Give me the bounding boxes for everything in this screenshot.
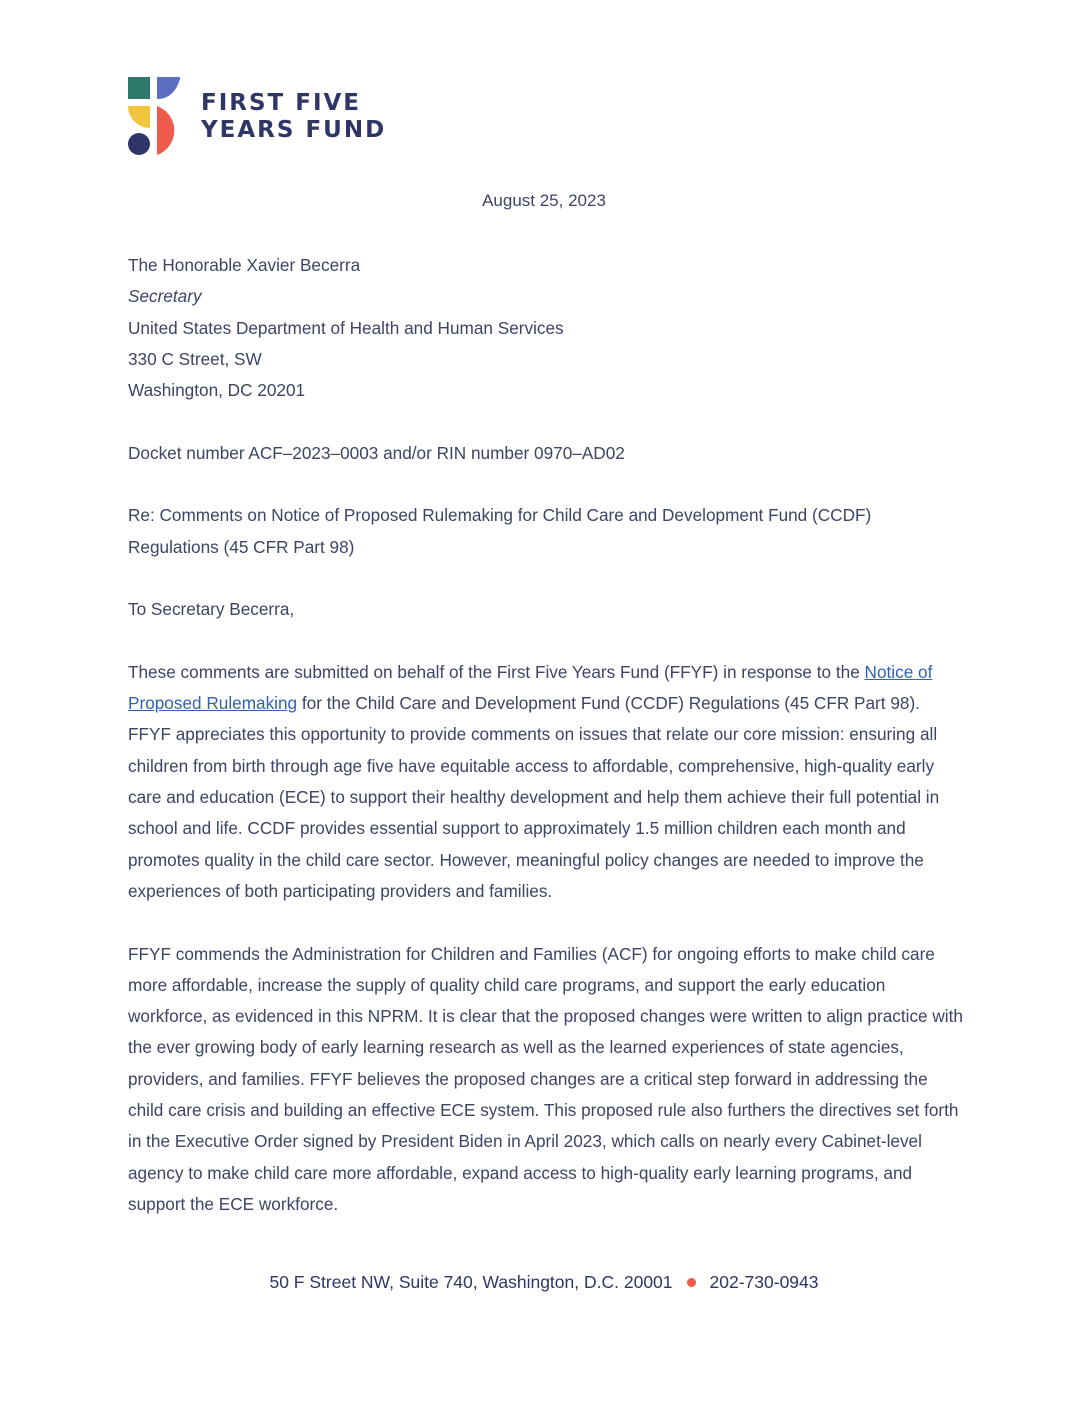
salutation: To Secretary Becerra,	[128, 599, 295, 620]
recipient-city: Washington, DC 20201	[128, 380, 306, 401]
recipient-name: The Honorable Xavier Becerra	[128, 255, 361, 275]
subject-line: Re: Comments on Notice of Proposed Rulemaking for Child Care and Development Fund (CCDF) Regulations (45 CFR Part 98)	[128, 505, 872, 557]
recipient-address	[128, 250, 963, 406]
footer-phone: 202-730-0943	[709, 1272, 819, 1292]
docket-line: Docket number ACF–2023–0003 and/or RIN number 0970–AD02	[128, 442, 625, 463]
logo-mark-icon	[128, 77, 188, 157]
body-paragraph-1	[128, 657, 963, 907]
recipient-street: 330 C Street, SW	[128, 348, 262, 369]
nprm-link[interactable]: Notice of Proposed Rulemaking	[128, 661, 933, 714]
recipient-department: United States Department of Health and Human Services	[128, 317, 564, 338]
logo-line1: FIRST FIVE	[201, 90, 362, 116]
logo-wordmark	[201, 90, 386, 144]
footer-address: 50 F Street NW, Suite 740, Washington, D.C. 20001	[269, 1272, 673, 1292]
page-footer	[0, 1270, 1088, 1294]
paragraph-1-rest: for the Child Care and Development Fund (CCDF) Regulations (45 CFR Part 98). FFYF appreciates this opportunity to provide comments on issues that relate our core mission: ensuring all children from birth through age five have equitable access to affordable, comprehensive, high-quality early care and education (ECE) to support their healthy development and help them achieve their full potential in school and life. CCDF provides essential support to approximately 1.5 million children each month and promotes quality in the child care sector. However, meaningful policy changes are needed to improve the experiences of both participating providers and families.	[128, 693, 940, 901]
letter-date: August 25, 2023	[482, 191, 606, 210]
paragraph-1-intro: These comments are submitted on behalf of the First Five Years Fund (FFYF) in response to the	[128, 661, 865, 682]
letter-body	[128, 250, 963, 1252]
separator-dot-icon	[687, 1278, 696, 1287]
recipient-title: Secretary	[128, 286, 202, 307]
body-paragraph-2: FFYF commends the Administration for Children and Families (ACF) for ongoing efforts to make child care more affordable, increase the supply of quality child care programs, and support the early education workforce, as evidenced in this NPRM. It is clear that the proposed changes were written to align practice with the ever growing body of early learning research as well as the learned experiences of state agencies, providers, and families. FFYF believes the proposed changes are a critical step forward in addressing the child care crisis and building an effective ECE system. This proposed rule also furthers the directives set forth in the Executive Order signed by President Biden in April 2023, which calls on nearly every Cabinet-level agency to make child care more affordable, expand access to high-quality early learning programs, and support the ECE workforce.	[128, 943, 963, 1214]
ffyf-logo	[128, 77, 388, 157]
logo-line2: YEARS FUND	[201, 117, 387, 143]
